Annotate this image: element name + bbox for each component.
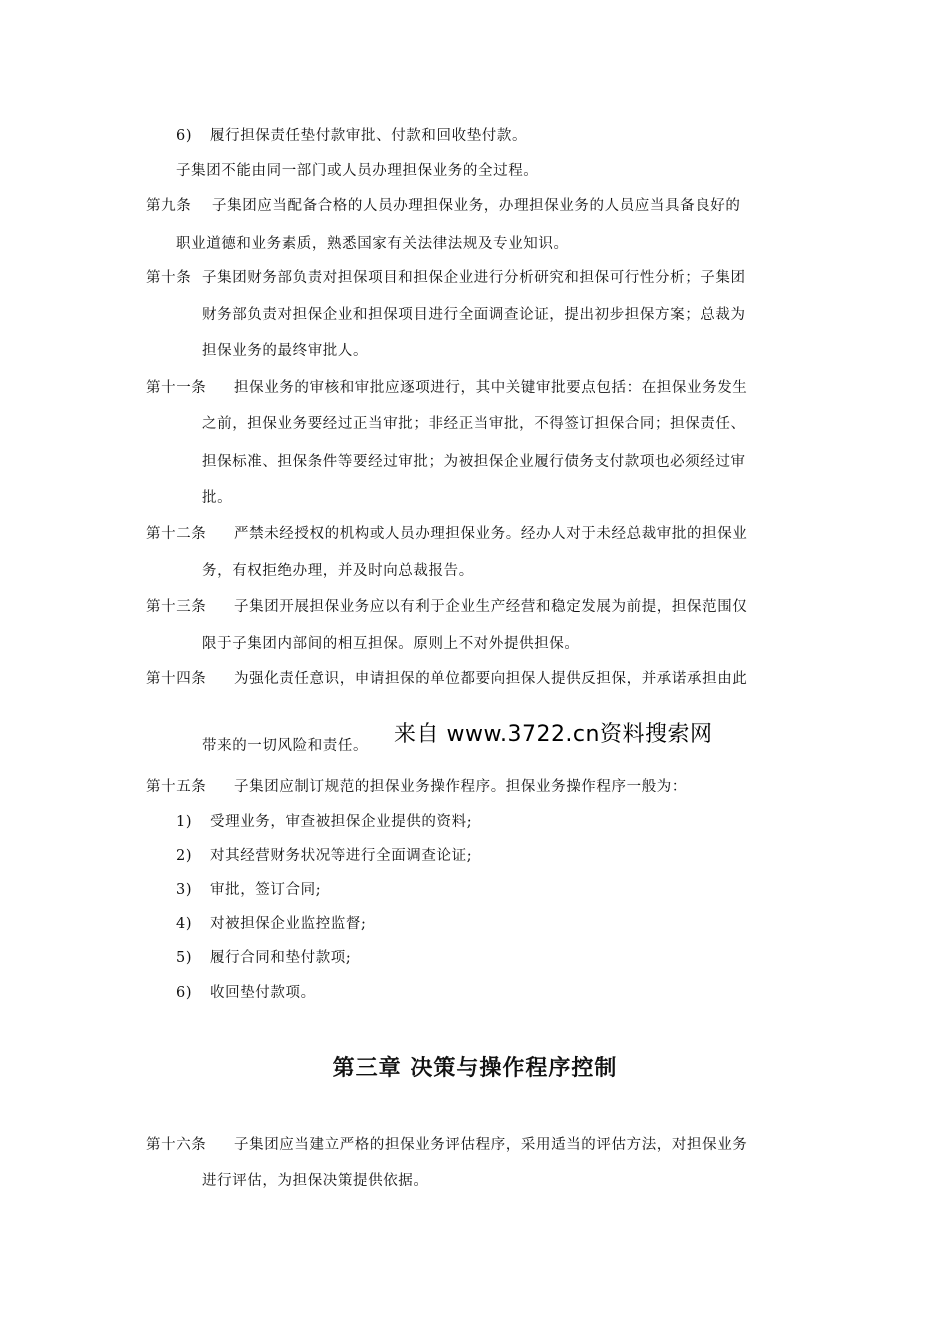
list-item (176, 948, 351, 968)
list-item (176, 880, 321, 900)
list-item-text: 对其经营财务状况等进行全面调查论证; (210, 848, 473, 864)
article-label: 第十六条 (146, 1137, 207, 1153)
article-12-line-2: 务，有权拒绝办理，并及时向总裁报告。 (202, 563, 474, 579)
article-text: 子集团开展担保业务应以有利于企业生产经营和稳定发展为前提，担保范围仅 (234, 599, 748, 615)
list-item (176, 126, 527, 146)
article-label: 第十二条 (146, 526, 207, 542)
list-item-number: 5) (176, 950, 193, 966)
article-text: 子集团应当建立严格的担保业务评估程序，采用适当的评估方法，对担保业务 (234, 1137, 748, 1153)
list-item-number: 6) (176, 128, 193, 144)
list-item (176, 846, 472, 866)
list-item-number: 6) (176, 985, 193, 1001)
article-label: 第十四条 (146, 671, 207, 687)
list-item-text: 受理业务，审查被担保企业提供的资料; (210, 814, 473, 830)
article-text: 子集团应制订规范的担保业务操作程序。担保业务操作程序一般为： (234, 779, 687, 795)
article-text: 子集团应当配备合格的人员办理担保业务，办理担保业务的人员应当具备良好的 (212, 198, 741, 214)
article-10-line-2: 财务部负责对担保企业和担保项目进行全面调查论证，提出初步担保方案；总裁为 (202, 307, 746, 323)
article-label: 第十三条 (146, 599, 207, 615)
article-14-line-2: 带来的一切风险和责任。 (202, 738, 369, 754)
article-9-line-2: 职业道德和业务素质，熟悉国家有关法律法规及专业知识。 (176, 236, 569, 252)
article-14-line-1 (146, 669, 747, 689)
list-item-text: 履行担保责任垫付款审批、付款和回收垫付款。 (210, 128, 528, 144)
list-item-number: 4) (176, 916, 193, 932)
list-item-text: 履行合同和垫付款项; (210, 950, 352, 966)
article-16-line-2: 进行评估，为担保决策提供依据。 (202, 1173, 429, 1189)
article-text: 子集团财务部负责对担保项目和担保企业进行分析研究和担保可行性分析；子集团 (202, 270, 746, 286)
list-item-text: 审批，签订合同; (210, 882, 322, 898)
list-item (176, 983, 316, 1003)
list-item-text: 收回垫付款项。 (210, 985, 316, 1001)
article-13-line-2: 限于子集团内部间的相互担保。原则上不对外提供担保。 (202, 636, 580, 652)
list-item-number: 1) (176, 814, 193, 830)
paragraph: 子集团不能由同一部门或人员办理担保业务的全过程。 (176, 163, 539, 179)
article-16-line-1 (146, 1135, 747, 1155)
article-9-line-1 (146, 196, 741, 216)
article-label: 第十条 (146, 270, 192, 286)
chapter-heading: 第三章 决策与操作程序控制 (332, 1056, 618, 1081)
list-item-number: 2) (176, 848, 193, 864)
article-label: 第十五条 (146, 779, 207, 795)
article-15-line-1 (146, 777, 687, 797)
article-11-line-2: 之前，担保业务要经过正当审批；非经正当审批，不得签订担保合同；担保责任、 (202, 416, 746, 432)
article-10-line-1 (146, 268, 746, 288)
watermark-text: 来自 www.3722.cn资料搜索网 (394, 722, 713, 747)
article-text: 为强化责任意识，申请担保的单位都要向担保人提供反担保，并承诺承担由此 (234, 671, 748, 687)
article-text: 担保业务的审核和审批应逐项进行，其中关键审批要点包括：在担保业务发生 (234, 380, 748, 396)
list-item-number: 3) (176, 882, 193, 898)
list-item-text: 对被担保企业监控监督; (210, 916, 367, 932)
list-item (176, 914, 366, 934)
article-12-line-1 (146, 524, 747, 544)
article-11-line-3: 担保标准、担保条件等要经过审批；为被担保企业履行债务支付款项也必须经过审 (202, 454, 746, 470)
article-10-line-3: 担保业务的最终审批人。 (202, 343, 369, 359)
article-text: 严禁未经授权的机构或人员办理担保业务。经办人对于未经总裁审批的担保业 (234, 526, 748, 542)
list-item (176, 812, 472, 832)
article-13-line-1 (146, 597, 747, 617)
article-label: 第十一条 (146, 380, 207, 396)
article-11-line-4: 批。 (202, 490, 233, 506)
article-label: 第九条 (146, 198, 192, 214)
article-11-line-1 (146, 378, 747, 398)
